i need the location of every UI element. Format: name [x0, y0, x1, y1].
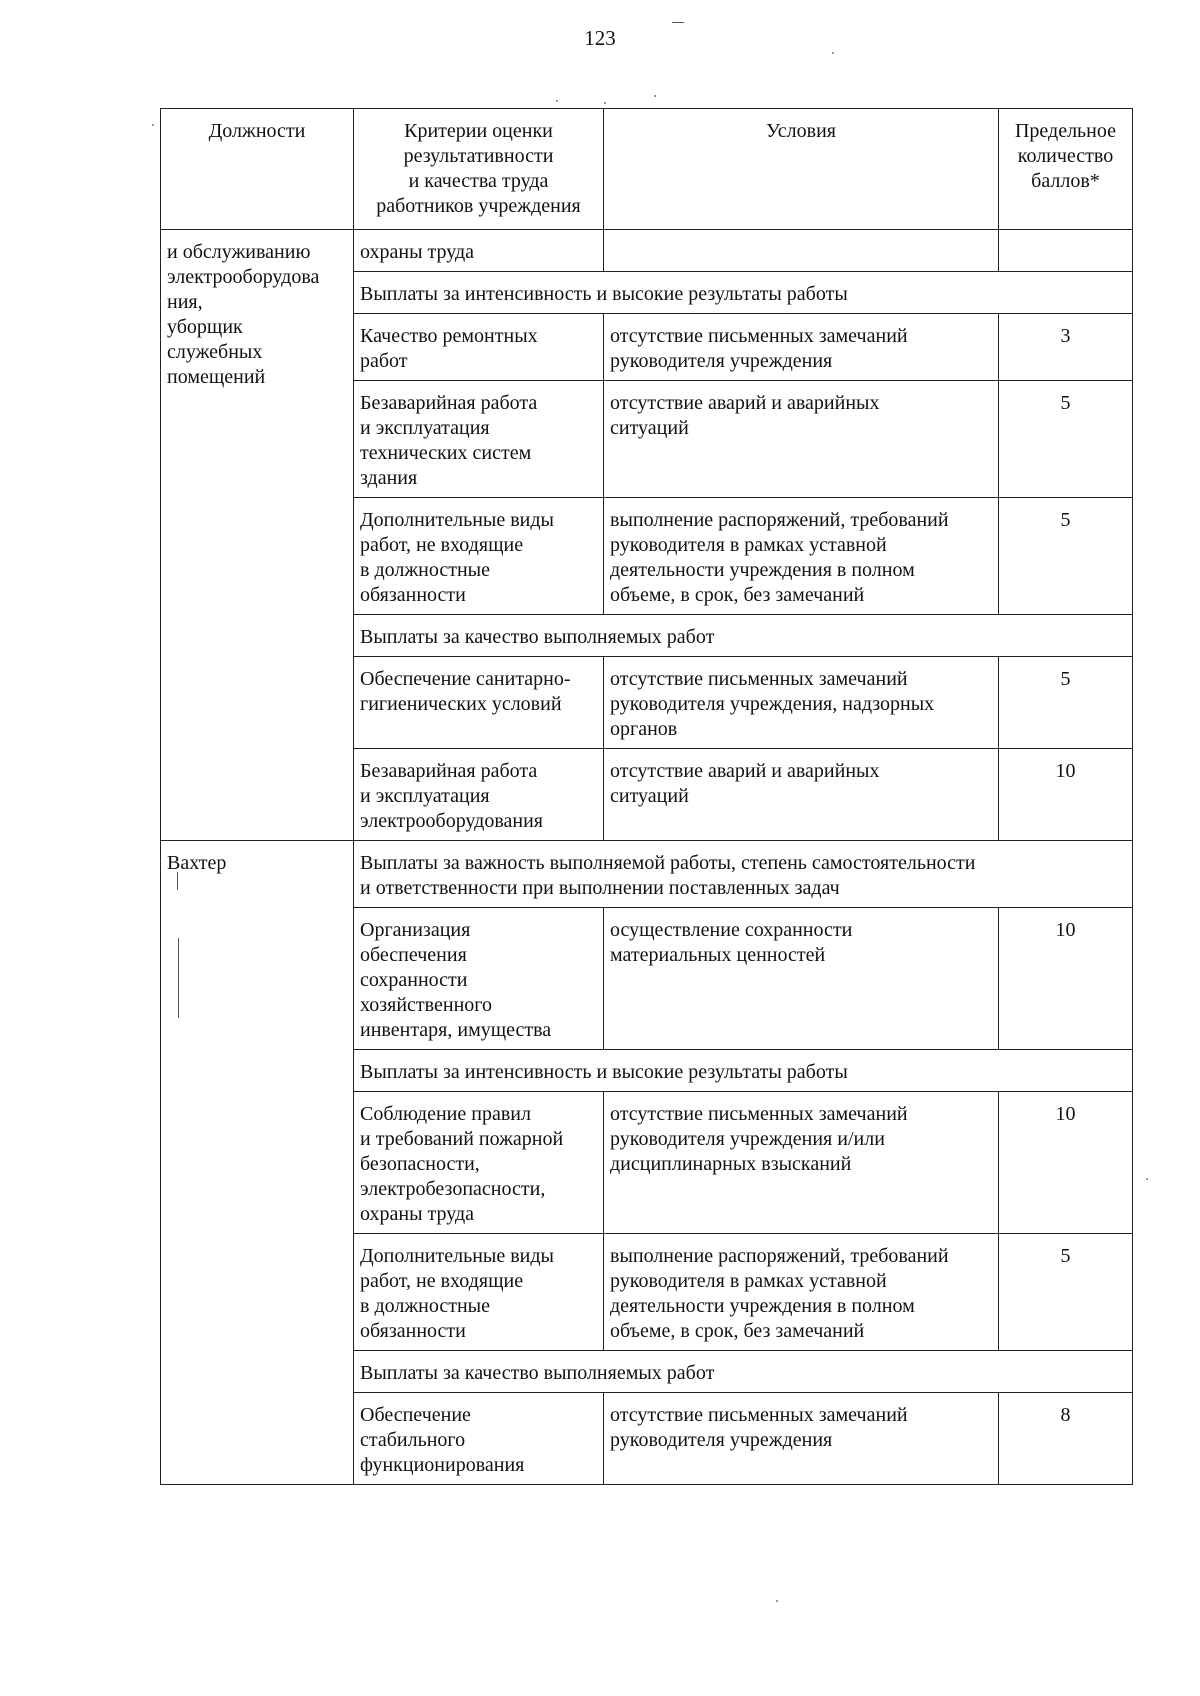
text-line: осуществление сохранности — [610, 919, 853, 941]
points-cell: 5 — [999, 381, 1133, 498]
conditions-cell — [604, 498, 999, 615]
scan-speck — [654, 95, 656, 97]
text-line: Выплаты за важность выполняемой работы, степень самостоятельности — [360, 852, 976, 874]
text-line: руководителя учреждения, надзорных — [610, 693, 935, 715]
criteria-cell — [354, 498, 604, 615]
points-cell: 5 — [999, 498, 1133, 615]
text-line: помещений — [167, 366, 266, 388]
points-cell — [999, 230, 1133, 272]
text-line: деятельности учреждения в полном — [610, 1295, 915, 1317]
text-line: электрооборудования — [360, 810, 544, 832]
conditions-cell — [604, 314, 999, 381]
text-line: работников учреждения — [376, 195, 581, 217]
text-line: функционирования — [360, 1454, 525, 1476]
text-line: и ответственности при выполнении поставленных задач — [360, 877, 840, 899]
points-cell: 8 — [999, 1393, 1133, 1485]
text-line: Дополнительные виды — [360, 509, 554, 531]
text-line: работ, не входящие — [360, 1270, 524, 1292]
text-line: здания — [360, 467, 418, 489]
text-line: отсутствие письменных замечаний — [610, 668, 908, 690]
scan-speck — [556, 100, 558, 102]
text-line: дисциплинарных взысканий — [610, 1153, 852, 1175]
text-line: руководителя в рамках уставной — [610, 534, 887, 556]
text-line: уборщик — [167, 316, 243, 338]
text-line: руководителя учреждения — [610, 350, 833, 372]
text-line: количество — [1017, 145, 1114, 167]
scan-speck — [604, 102, 606, 104]
position-cell-maintenance — [161, 230, 354, 841]
text-line: обеспечения — [360, 944, 467, 966]
points-cell: 5 — [999, 1234, 1133, 1351]
text-line: стабильного — [360, 1429, 466, 1451]
text-line: деятельности учреждения в полном — [610, 559, 915, 581]
position-cell-watchman — [161, 841, 354, 1485]
text-line: результативности — [403, 145, 554, 167]
text-line: обязанности — [360, 1320, 466, 1342]
text-line: технических систем — [360, 442, 532, 464]
conditions-cell — [604, 1393, 999, 1485]
points-cell: 10 — [999, 1092, 1133, 1234]
section-title — [354, 1351, 1133, 1393]
text-line: отсутствие письменных замечаний — [610, 325, 908, 347]
criteria-table — [160, 108, 1133, 1485]
scan-speck — [832, 52, 834, 54]
text-line: объеме, в срок, без замечаний — [610, 584, 865, 606]
text-line: гигиенических условий — [360, 693, 562, 715]
text-line: работ — [360, 350, 408, 372]
conditions-cell — [604, 1092, 999, 1234]
points-cell: 10 — [999, 908, 1133, 1050]
points-cell: 5 — [999, 657, 1133, 749]
text-line: охраны труда — [360, 1203, 475, 1225]
text-line: ситуаций — [610, 785, 689, 807]
text-line: Организация — [360, 919, 471, 941]
criteria-cell — [354, 314, 604, 381]
scan-speck — [776, 1600, 778, 1602]
scan-speck — [152, 124, 154, 126]
text-line: руководителя учреждения — [610, 1429, 833, 1451]
text-line: служебных — [167, 341, 263, 363]
text-line: и эксплуатация — [360, 417, 490, 439]
text-line: отсутствие письменных замечаний — [610, 1404, 908, 1426]
text-line: и требований пожарной — [360, 1128, 564, 1150]
criteria-table-body — [161, 109, 1133, 1485]
text-line: Вахтер — [167, 852, 227, 874]
text-line: Выплаты за качество выполняемых работ — [360, 1362, 715, 1384]
text-line: Обеспечение санитарно- — [360, 668, 571, 690]
section-title — [354, 272, 1133, 314]
section-row — [161, 841, 1133, 908]
header-row — [161, 109, 1133, 230]
text-line: ситуаций — [610, 417, 689, 439]
criteria-cell — [354, 749, 604, 841]
criteria-cell — [354, 908, 604, 1050]
criteria-cell — [354, 1092, 604, 1234]
text-line: в должностные — [360, 559, 490, 581]
criteria-cell — [354, 230, 604, 272]
header-max-points — [999, 109, 1133, 230]
points-cell: 10 — [999, 749, 1133, 841]
text-line: ния, — [167, 291, 203, 313]
text-line: Дополнительные виды — [360, 1245, 554, 1267]
text-line: работ, не входящие — [360, 534, 524, 556]
text-line: электрооборудова — [167, 266, 320, 288]
text-line: руководителя в рамках уставной — [610, 1270, 887, 1292]
criteria-cell — [354, 1234, 604, 1351]
text-line: органов — [610, 718, 678, 740]
text-line: Безаварийная работа — [360, 760, 538, 782]
text-line: обязанности — [360, 584, 466, 606]
header-criteria — [354, 109, 604, 230]
text-line: отсутствие письменных замечаний — [610, 1103, 908, 1125]
text-line: руководителя учреждения и/или — [610, 1128, 885, 1150]
criteria-cell — [354, 1393, 604, 1485]
text-line: Предельное — [1014, 120, 1117, 142]
header-position: Должности — [161, 109, 354, 230]
text-line: Безаварийная работа — [360, 392, 538, 414]
text-line: инвентаря, имущества — [360, 1019, 552, 1041]
text-line: объеме, в срок, без замечаний — [610, 1320, 865, 1342]
conditions-cell — [604, 1234, 999, 1351]
text-line: Выплаты за интенсивность и высокие результаты работы — [360, 1061, 848, 1083]
section-title — [354, 841, 1133, 908]
text-line: Соблюдение правил — [360, 1103, 531, 1125]
text-line: в должностные — [360, 1295, 490, 1317]
criteria-cell — [354, 657, 604, 749]
header-conditions: Условия — [604, 109, 999, 230]
section-title — [354, 615, 1133, 657]
table-row — [161, 230, 1133, 272]
scan-speck — [1146, 1178, 1148, 1180]
points-cell: 3 — [999, 314, 1133, 381]
conditions-cell — [604, 749, 999, 841]
text-line: безопасности, — [360, 1153, 480, 1175]
text-line: Качество ремонтных — [360, 325, 538, 347]
section-title — [354, 1050, 1133, 1092]
scan-mark — [672, 22, 684, 23]
conditions-cell — [604, 381, 999, 498]
text-line: Выплаты за качество выполняемых работ — [360, 626, 715, 648]
text-line: баллов* — [1031, 170, 1100, 192]
criteria-cell — [354, 381, 604, 498]
text-line: и качества труда — [408, 170, 549, 192]
text-line: и обслуживанию — [167, 241, 311, 263]
page-number: 123 — [584, 26, 616, 50]
text-line: Выплаты за интенсивность и высокие результаты работы — [360, 283, 848, 305]
text-line: хозяйственного — [360, 994, 492, 1016]
text-line: отсутствие аварий и аварийных — [610, 392, 880, 414]
conditions-cell — [604, 908, 999, 1050]
text-line: Критерии оценки — [404, 120, 553, 142]
text-line: выполнение распоряжений, требований — [610, 1245, 949, 1267]
text-line: выполнение распоряжений, требований — [610, 509, 949, 531]
text-line: Обеспечение — [360, 1404, 471, 1426]
conditions-cell — [604, 230, 999, 272]
text-line: и эксплуатация — [360, 785, 490, 807]
text-line: отсутствие аварий и аварийных — [610, 760, 880, 782]
text-line: материальных ценностей — [610, 944, 826, 966]
text-line: электробезопасности, — [360, 1178, 546, 1200]
text-line: сохранности — [360, 969, 468, 991]
conditions-cell — [604, 657, 999, 749]
text-line: охраны труда — [360, 241, 475, 263]
